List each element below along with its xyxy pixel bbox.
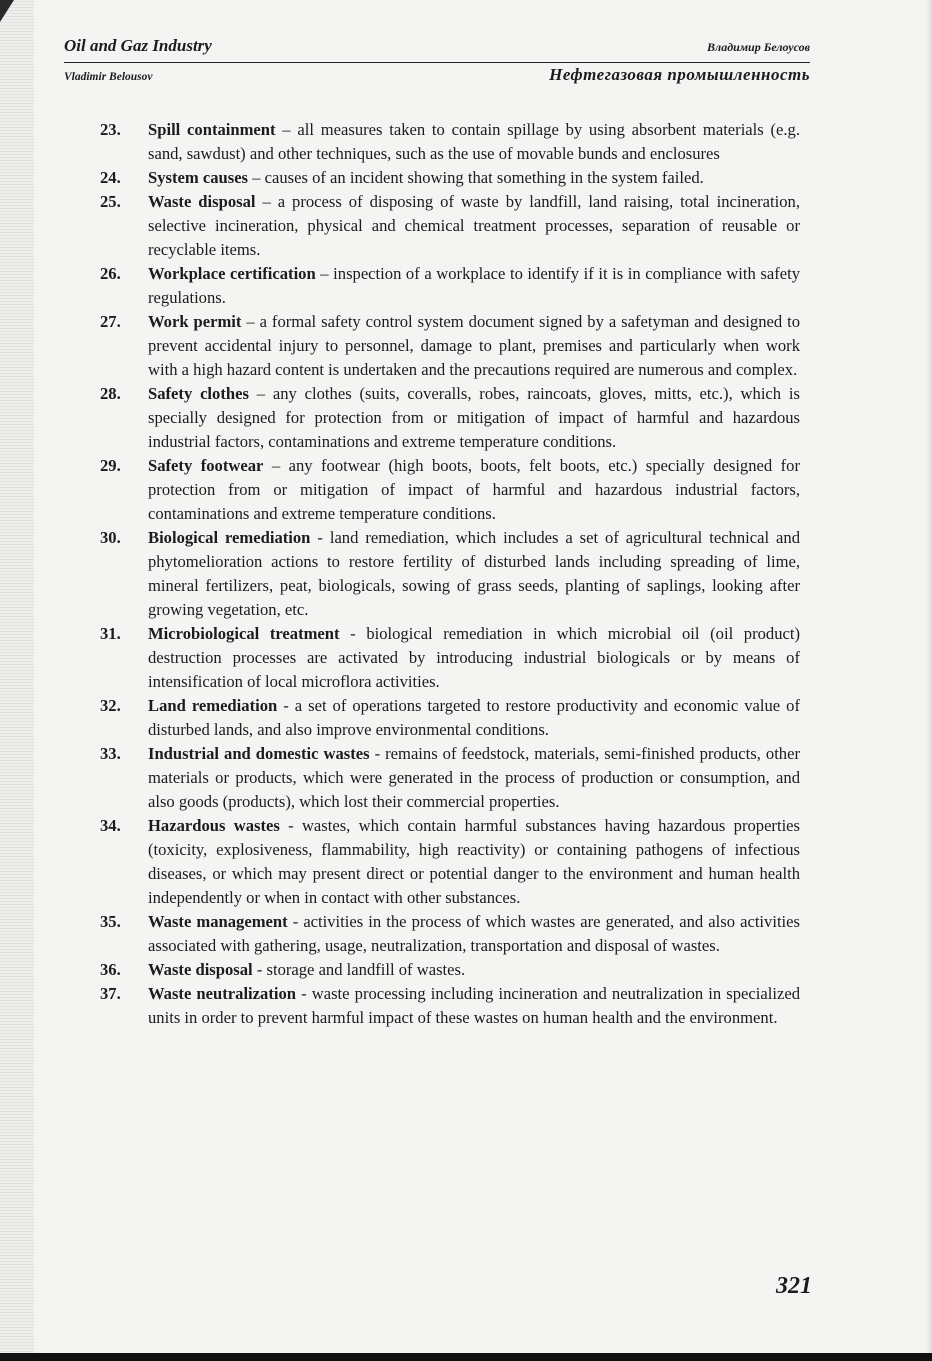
entry-number: 32. xyxy=(100,696,121,715)
entry-separator: - xyxy=(252,960,267,979)
entry-body xyxy=(148,814,800,910)
entry-term: Microbiological treatment xyxy=(148,624,340,643)
entry-term: Waste neutralization xyxy=(148,984,296,1003)
entry-separator: – xyxy=(263,456,289,475)
entry-number: 28. xyxy=(100,384,121,403)
entry-number: 25. xyxy=(100,192,121,211)
entry-definition: land remediation, which includes a set of agricultural technical and phytomelioration actions to restore fertility of disturbed lands including spreading of lime, mineral fertilizers, peat, biologicals, sowing of grass seeds, planting of saplings, looking after growing vegetation, etc. xyxy=(148,528,800,619)
entry-separator: – xyxy=(315,264,334,283)
glossary-entry xyxy=(100,694,800,742)
entry-definition: any clothes (suits, coveralls, robes, raincoats, gloves, mitts, etc.), which is specially designed for protection from or mitigation of impact of harmful and hazardous industrial factors, contaminations and extreme temperature conditions. xyxy=(148,384,800,451)
header-author-en: Vladimir Belousov xyxy=(64,71,153,83)
header-author-ru: Владимир Белоусов xyxy=(707,40,810,54)
entry-separator: – xyxy=(248,384,273,403)
entry-separator: - xyxy=(296,984,312,1003)
entry-definition: a process of disposing of waste by landfill, land raising, total incineration, selective incineration, physical and chemical treatment processes, separation of reusable or recyclable items. xyxy=(148,192,800,259)
glossary-entry xyxy=(100,190,800,262)
entry-body xyxy=(148,694,800,742)
header-top-row xyxy=(64,36,810,63)
entry-body xyxy=(148,526,800,622)
glossary-entry xyxy=(100,310,800,382)
page-number: 321 xyxy=(776,1273,812,1299)
entry-body xyxy=(148,454,800,526)
entry-term: Hazardous wastes xyxy=(148,816,280,835)
entry-separator: – xyxy=(255,192,278,211)
glossary-entry xyxy=(100,382,800,454)
entry-body xyxy=(148,742,800,814)
entry-body xyxy=(148,166,800,190)
header-bottom-row xyxy=(64,63,810,91)
entry-number: 34. xyxy=(100,816,121,835)
glossary-entry xyxy=(100,166,800,190)
entry-term: Waste disposal xyxy=(148,192,256,211)
entry-number: 30. xyxy=(100,528,121,547)
entry-definition: causes of an incident showing that something in the system failed. xyxy=(264,168,704,187)
scan-bottom-edge xyxy=(0,1353,932,1361)
glossary-entry xyxy=(100,526,800,622)
glossary-entry xyxy=(100,118,800,166)
running-header xyxy=(64,36,810,92)
entry-body xyxy=(148,262,800,310)
glossary-list xyxy=(100,118,800,1030)
glossary-entry xyxy=(100,958,800,982)
entry-separator: - xyxy=(310,528,330,547)
entry-term: Waste management xyxy=(148,912,288,931)
entry-definition: wastes, which contain harmful substances having hazardous properties (toxicity, explosiveness, flammability, high reactivity) or containing pathogens of infectious diseases, or which may present direct or potential danger to the environment and human health independently or when in contact with other substances. xyxy=(148,816,800,907)
glossary-entry xyxy=(100,982,800,1030)
entry-term: Biological remediation xyxy=(148,528,311,547)
entry-separator: – xyxy=(248,168,265,187)
glossary-entry xyxy=(100,454,800,526)
entry-separator: - xyxy=(287,912,304,931)
entry-number: 27. xyxy=(100,312,121,331)
entry-separator: - xyxy=(279,816,302,835)
entry-separator: – xyxy=(241,312,260,331)
entry-number: 33. xyxy=(100,744,121,763)
entry-number: 23. xyxy=(100,120,121,139)
entry-definition: storage and landfill of wastes. xyxy=(266,960,466,979)
entry-body xyxy=(148,982,800,1030)
entry-separator: - xyxy=(339,624,367,643)
entry-definition: activities in the process of which wastes are generated, and also activities associated with gathering, usage, neutralization, transportation and disposal of wastes. xyxy=(148,912,800,955)
scan-corner-mark xyxy=(0,0,14,22)
entry-body xyxy=(148,958,800,982)
entry-number: 35. xyxy=(100,912,121,931)
entry-term: Land remediation xyxy=(148,696,278,715)
book-spine-shadow xyxy=(0,0,34,1361)
entry-separator: - xyxy=(369,744,386,763)
glossary-entry xyxy=(100,622,800,694)
header-book-title-en: Oil and Gaz Industry xyxy=(64,36,212,55)
header-book-title-ru: Нефтегазовая промышленность xyxy=(549,65,810,84)
entry-number: 26. xyxy=(100,264,121,283)
entry-body xyxy=(148,118,800,166)
page-edge-shadow xyxy=(926,0,932,1361)
entry-term: Work permit xyxy=(148,312,242,331)
entry-definition: a formal safety control system document signed by a safetyman and designed to prevent accidental injury to personnel, damage to plant, premises and particularly when work with a high hazard content is undertaken and the precautions required are numerous and complex. xyxy=(148,312,801,379)
glossary-entry xyxy=(100,742,800,814)
entry-body xyxy=(148,910,800,958)
entry-definition: inspection of a workplace to identify if it is in compliance with safety regulations. xyxy=(148,264,801,307)
entry-term: Waste disposal xyxy=(148,960,253,979)
entry-body xyxy=(148,190,800,262)
entry-term: System causes xyxy=(148,168,249,187)
entry-definition: biological remediation in which microbial oil (oil product) destruction processes are activated by introducing industrial biologicals or by means of intensification of local microflora activities. xyxy=(148,624,800,691)
entry-number: 37. xyxy=(100,984,121,1003)
entry-body xyxy=(148,382,800,454)
entry-body xyxy=(148,622,800,694)
entry-definition: remains of feedstock, materials, semi-finished products, other materials or products, which were generated in the process of production or consumption, and also goods (products), which lost their commercial properties. xyxy=(148,744,800,811)
glossary-entry xyxy=(100,262,800,310)
entry-body xyxy=(148,310,800,382)
entry-definition: a set of operations targeted to restore productivity and economic value of disturbed lands, and also improve environmental conditions. xyxy=(148,696,800,739)
entry-term: Industrial and domestic wastes xyxy=(148,744,370,763)
glossary-entry xyxy=(100,910,800,958)
entry-number: 31. xyxy=(100,624,121,643)
entry-term: Spill containment xyxy=(148,120,276,139)
entry-number: 29. xyxy=(100,456,121,475)
entry-separator: - xyxy=(277,696,295,715)
entry-number: 24. xyxy=(100,168,121,187)
entry-term: Safety footwear xyxy=(148,456,264,475)
entry-separator: – xyxy=(275,120,298,139)
entry-term: Workplace certification xyxy=(148,264,316,283)
entry-definition: waste processing including incineration and neutralization in specialized units in order to prevent harmful impact of these wastes on human health and the environment. xyxy=(148,984,800,1027)
entry-definition: any footwear (high boots, boots, felt boots, etc.) specially designed for protection from or mitigation of impact of harmful and hazardous industrial factors, contaminations and extreme temperature conditions. xyxy=(148,456,801,523)
entry-number: 36. xyxy=(100,960,121,979)
entry-definition: all measures taken to contain spillage by using absorbent materials (e.g. sand, sawdust) and other techniques, such as the use of movable bunds and enclosures xyxy=(148,120,800,163)
entry-term: Safety clothes xyxy=(148,384,249,403)
glossary-entry xyxy=(100,814,800,910)
